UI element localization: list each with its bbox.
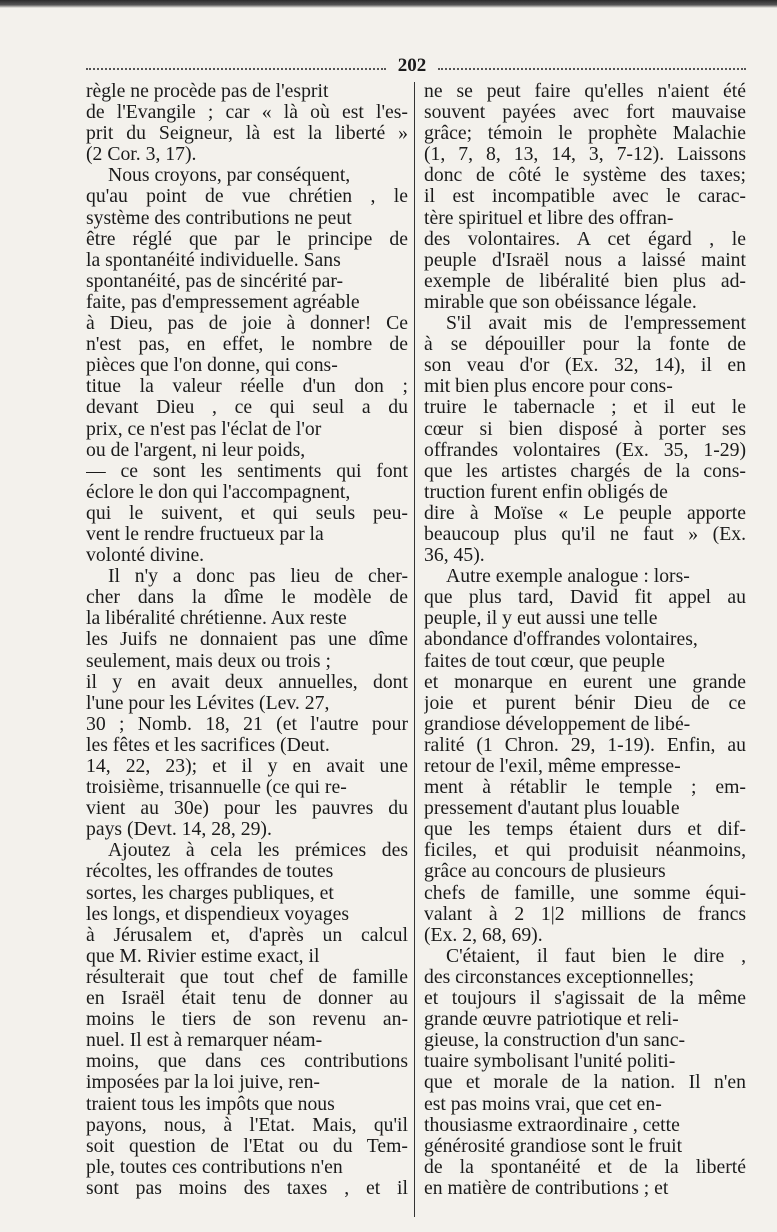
text-line: de l'Evangile ; car « là où est l'es- — [86, 102, 408, 124]
text-line: n'est pas, en effet, le nombre de — [86, 334, 408, 356]
text-line: tuaire symbolisant l'unité politi- — [424, 1051, 676, 1073]
text-line: faites de tout cœur, que peuple — [424, 650, 665, 672]
text-line: prix, ce n'est pas l'éclat de l'or — [86, 418, 322, 440]
text-line: mit bien plus encore pour cons- — [424, 376, 673, 398]
text-line: récoltes, les offrandes de toutes — [86, 861, 334, 883]
left-column — [86, 81, 408, 1199]
text-line: de la spontanéité et de la liberté — [424, 1156, 746, 1178]
text-line: valant à 2 1|2 millions de francs — [424, 903, 746, 925]
text-line: cher dans la dîme le modèle de — [86, 587, 408, 609]
text-line: retour de l'exil, même empresse- — [424, 756, 681, 777]
text-line: gieuse, la construction d'un sanc- — [424, 1030, 686, 1052]
text-line: peuple, il y eut aussi une telle — [424, 608, 658, 630]
text-line: que les temps étaient durs et dif- — [424, 819, 746, 841]
text-line: ne se peut faire qu'elles n'aient été — [424, 81, 746, 102]
text-line: S'il avait mis de l'empressement — [446, 313, 746, 335]
text-line: soit question de l'Etat ou du Tem- — [86, 1135, 408, 1157]
text-line: imposées par la loi juive, ren- — [86, 1072, 320, 1094]
header-rule-left — [86, 68, 386, 70]
text-line: (2 Cor. 3, 17). — [86, 144, 197, 166]
text-line: faite, pas d'empressement agréable — [86, 291, 360, 313]
text-line: Il n'y a donc pas lieu de cher- — [108, 566, 408, 588]
text-line: pays (Devt. 14, 28, 29). — [86, 819, 272, 841]
text-line: truction furent enfin obligés de — [424, 481, 668, 503]
text-line: vent le rendre fructueux par la — [86, 523, 324, 545]
text-line: ficiles, et qui produisit néanmoins, — [424, 840, 746, 862]
text-line: tère spirituel et libre des offran- — [424, 207, 674, 229]
text-line: volonté divine. — [86, 545, 205, 567]
text-line: son veau d'or (Ex. 32, 14), il en — [424, 355, 746, 377]
text-line: peuple d'Israël nous a laissé maint — [424, 249, 746, 271]
text-line: truire le tabernacle ; et il eut le — [424, 397, 746, 419]
text-line: spontanéité, pas de sincérité par- — [86, 270, 344, 292]
text-line: l'une pour les Lévites (Lev. 27, — [86, 692, 330, 714]
text-line: troisième, trisannuelle (ce qui re- — [86, 777, 347, 799]
text-line: joie et purent bénir Dieu de ce — [424, 692, 746, 714]
text-line: abondance d'offrandes volontaires, — [424, 629, 698, 651]
text-line: moins le tiers de son revenu an- — [86, 1009, 408, 1031]
text-line: il est incompatible avec le carac- — [424, 186, 746, 208]
text-line: vient au 30e) pour les pauvres du — [86, 798, 408, 820]
text-line: souvent payées avec fort mauvaise — [424, 102, 746, 124]
text-line: règle ne procède pas de l'esprit — [86, 81, 329, 102]
text-line: que plus tard, David fit appel au — [424, 587, 746, 609]
page-top-edge — [0, 0, 777, 8]
text-line: ralité (1 Chron. 29, 1-19). Enfin, au — [424, 734, 746, 756]
text-line: les Juifs ne donnaient pas une dîme — [86, 629, 408, 651]
text-line: la libéralité chrétienne. Aux reste — [86, 608, 347, 630]
text-line: est pas moins vrai, que cet en- — [424, 1093, 662, 1115]
text-line: générosité grandiose sont le fruit — [424, 1135, 683, 1157]
text-line: 30 ; Nomb. 18, 21 (et l'autre pour — [86, 713, 408, 735]
text-line: les fêtes et les sacrifices (Deut. — [86, 734, 330, 756]
text-line: cœur si bien disposé à porter ses — [424, 418, 746, 440]
text-line: Nous croyons, par conséquent, — [108, 165, 351, 187]
column-divider — [414, 82, 415, 1217]
text-line: moins, que dans ces contributions — [86, 1051, 408, 1073]
text-line: devant Dieu , ce qui seul a du — [86, 397, 408, 419]
text-line: (1, 7, 8, 13, 14, 3, 7-12). Laissons — [424, 144, 746, 166]
text-line: que les artistes chargés de la cons- — [424, 460, 746, 482]
text-line: éclore le don qui l'accompagnent, — [86, 481, 351, 503]
text-line: ment à rétablir le temple ; em- — [424, 777, 746, 799]
text-line: chefs de famille, une somme équi- — [424, 882, 746, 904]
text-line: pressement d'autant plus louable — [424, 798, 680, 820]
page-number: 202 — [397, 55, 427, 76]
text-line: il y en avait deux annuelles, dont — [86, 671, 408, 693]
text-line: les longs, et dispendieux voyages — [86, 903, 350, 925]
text-line: des circonstances exceptionnelles; — [424, 966, 695, 988]
text-line: beaucoup plus qu'il ne faut » (Ex. — [424, 523, 746, 545]
text-line: traient tous les impôts que nous — [86, 1093, 335, 1115]
text-line: que et morale de la nation. Il n'en — [424, 1072, 746, 1094]
text-line: système des contributions ne peut — [86, 207, 352, 229]
text-line: en matière de contributions ; et — [424, 1177, 669, 1199]
text-line: ple, toutes ces contributions n'en — [86, 1156, 343, 1178]
text-line: à se dépouiller pour la fonte de — [424, 334, 746, 356]
page-header — [86, 56, 746, 80]
text-line: des volontaires. A cet égard , le — [424, 228, 746, 250]
text-line: donc de côté le système des taxes; — [424, 165, 746, 187]
text-line: être réglé que par le principe de — [86, 228, 408, 250]
text-line: pièces que l'on donne, qui cons- — [86, 355, 338, 377]
text-line: dire à Moïse « Le peuple apporte — [424, 502, 746, 524]
text-line: qu'au point de vue chrétien , le — [86, 186, 408, 208]
text-line: C'étaient, il faut bien le dire , — [446, 945, 746, 967]
text-line: thousiasme extraordinaire , cette — [424, 1114, 680, 1136]
text-line: exemple de libéralité bien plus ad- — [424, 270, 746, 292]
text-line: prit du Seigneur, là est la liberté » — [86, 123, 408, 145]
text-line: (Ex. 2, 68, 69). — [424, 924, 543, 946]
text-line: Autre exemple analogue : lors- — [446, 566, 690, 588]
text-line: résulterait que tout chef de famille — [86, 966, 408, 988]
text-line: grâce; témoin le prophète Malachie — [424, 123, 746, 145]
text-line: — ce sont les sentiments qui font — [86, 460, 408, 482]
text-line: en Israël était tenu de donner au — [86, 988, 408, 1010]
text-line: grâce au concours de plusieurs — [424, 861, 666, 883]
text-line: offrandes volontaires (Ex. 35, 1-29) — [424, 439, 746, 461]
text-line: Ajoutez à cela les prémices des — [108, 840, 408, 862]
text-line: et monarque en eurent une grande — [424, 671, 746, 693]
text-line: seulement, mais deux ou trois ; — [86, 650, 331, 672]
text-line: que M. Rivier estime exact, il — [86, 945, 320, 967]
text-line: et toujours il s'agissait de la même — [424, 988, 746, 1010]
text-line: 36, 45). — [424, 545, 485, 567]
text-line: mirable que son obéissance légale. — [424, 291, 697, 313]
text-line: sortes, les charges publiques, et — [86, 882, 334, 904]
text-line: 14, 22, 23); et il y en avait une — [86, 756, 408, 777]
text-line: ou de l'argent, ni leur poids, — [86, 439, 306, 461]
right-column — [424, 81, 746, 1199]
text-line: à Jérusalem et, d'après un calcul — [86, 924, 408, 946]
text-line: payons, nous, à l'Etat. Mais, qu'il — [86, 1114, 408, 1136]
text-line: titue la valeur réelle d'un don ; — [86, 376, 408, 398]
text-line: qui le suivent, et qui seuls peu- — [86, 502, 408, 524]
text-line: la spontanéité individuelle. Sans — [86, 249, 341, 271]
text-line: grandiose développement de libé- — [424, 713, 691, 735]
text-line: sont pas moins des taxes , et il — [86, 1177, 408, 1199]
text-line: à Dieu, pas de joie à donner! Ce — [86, 313, 408, 335]
text-line: grande œuvre patriotique et reli- — [424, 1009, 679, 1031]
header-rule-right — [438, 68, 746, 70]
text-line: nuel. Il est à remarquer néam- — [86, 1030, 323, 1052]
